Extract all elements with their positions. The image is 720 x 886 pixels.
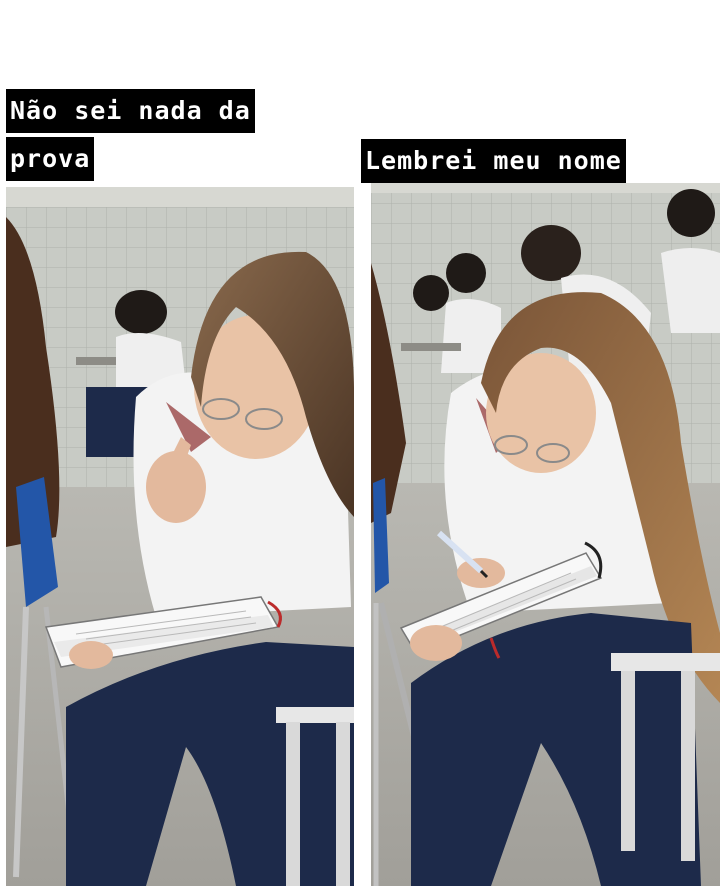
left-caption-line1: Não sei nada da [6, 89, 255, 133]
left-photo-illustration [6, 187, 354, 886]
left-photo [6, 187, 354, 886]
right-caption-line1: Lembrei meu nome [361, 139, 626, 183]
left-caption-line2: prova [6, 137, 94, 181]
right-photo [371, 183, 720, 886]
right-photo-illustration [371, 183, 720, 886]
